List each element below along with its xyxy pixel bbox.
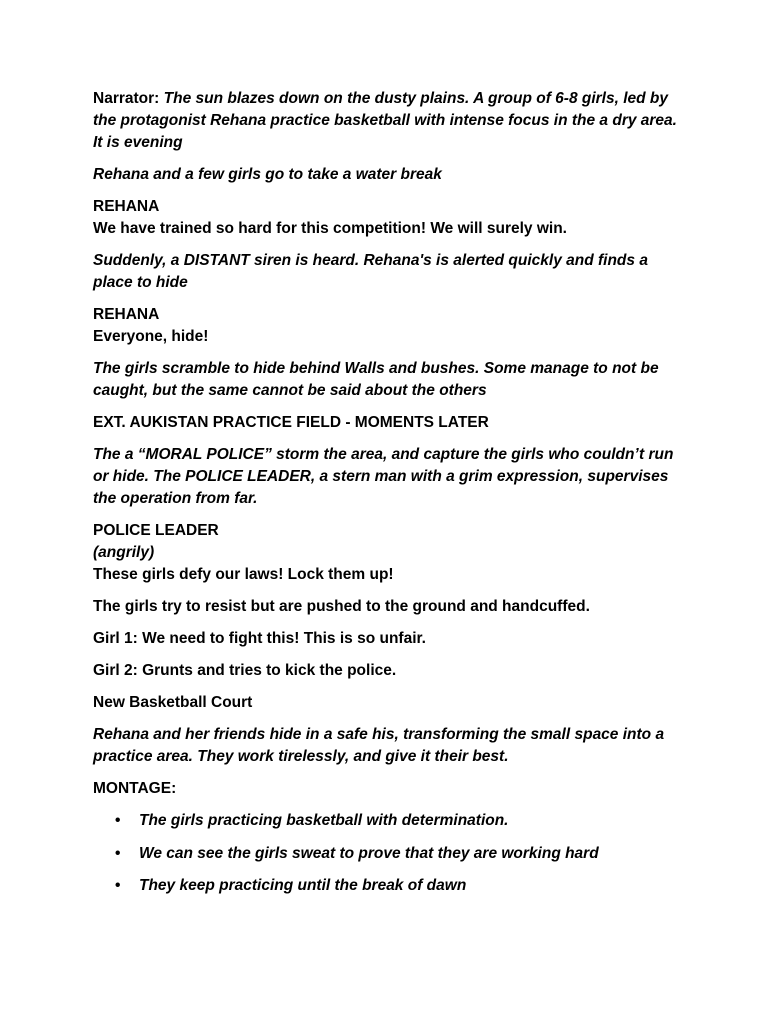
montage-list <box>93 810 688 897</box>
parenthetical: (angrily) <box>93 544 155 561</box>
list-item-text: They keep practicing until the break of dawn <box>139 877 467 894</box>
action-siren: Suddenly, a DISTANT siren is heard. Rehana's is alerted quickly and finds a place to hide <box>93 252 648 291</box>
character-name: REHANA <box>93 306 160 323</box>
character-name: REHANA <box>93 198 160 215</box>
dialogue-line: We have trained so hard for this competition! We will surely win. <box>93 220 567 237</box>
list-item-text: The girls practicing basketball with determination. <box>139 812 509 829</box>
scene-heading: EXT. AUKISTAN PRACTICE FIELD - MOMENTS LATER <box>93 414 489 431</box>
action-scramble: The girls scramble to hide behind Walls and bushes. Some manage to not be caught, but the same cannot be said about the others <box>93 360 659 399</box>
list-item <box>93 810 688 832</box>
dialogue-rehana-2 <box>93 304 688 348</box>
narrator-paragraph <box>93 88 688 154</box>
list-item <box>93 843 688 865</box>
narrator-label: Narrator: <box>93 90 160 107</box>
list-item <box>93 875 688 897</box>
girl-1-line: Girl 1: We need to fight this! This is so unfair. <box>93 630 426 647</box>
bullet-icon: • <box>115 812 121 829</box>
location-heading: New Basketball Court <box>93 694 253 711</box>
action-water-break: Rehana and a few girls go to take a water break <box>93 166 442 183</box>
dialogue-line: These girls defy our laws! Lock them up! <box>93 566 394 583</box>
list-item-text: We can see the girls sweat to prove that they are working hard <box>139 844 599 862</box>
narrator-text: The sun blazes down on the dusty plains. A group of 6-8 girls, led by the protagonist Rehana practice basketball with intense focus in the a dry area. It is evening <box>93 90 677 151</box>
dialogue-line: Everyone, hide! <box>93 328 209 345</box>
character-name: POLICE LEADER <box>93 522 219 539</box>
montage-heading: MONTAGE: <box>93 780 177 797</box>
action-moral-police: The a “MORAL POLICE” storm the area, and capture the girls who couldn’t run or hide. The POLICE LEADER, a stern man with a grim expression, supervises the operation from far. <box>93 446 674 507</box>
girl-2-line: Girl 2: Grunts and tries to kick the police. <box>93 662 397 679</box>
bullet-icon: • <box>115 844 121 862</box>
action-safe-house: Rehana and her friends hide in a safe his, transforming the small space into a practice area. They work tirelessly, and give it their best. <box>93 726 665 765</box>
action-resist: The girls try to resist but are pushed to the ground and handcuffed. <box>93 598 590 615</box>
bullet-icon: • <box>115 877 121 894</box>
dialogue-police-leader <box>93 520 688 586</box>
dialogue-rehana-1 <box>93 196 688 240</box>
